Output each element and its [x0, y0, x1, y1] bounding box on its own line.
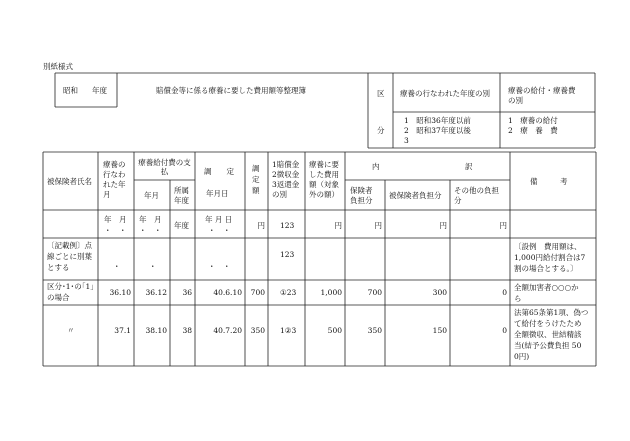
row-other: 0: [502, 326, 507, 335]
col-other-share-2: 分: [454, 196, 462, 205]
col-person-share: 被保険者負担分: [389, 191, 442, 200]
treatment-year-header: 療養の行なわれた年度の別: [400, 89, 490, 98]
unit-yen: 円: [257, 221, 265, 230]
col-kind-4: の別: [272, 190, 287, 199]
benefit-type-header-2: の別: [508, 96, 523, 105]
row-belong: 36: [182, 288, 192, 297]
row-remark: て給付をうけたため: [514, 319, 582, 328]
row-kind: 1②3: [280, 326, 297, 335]
row-name: 〔記載例〕点: [47, 241, 92, 250]
row-treat-month: 37.1: [114, 326, 131, 335]
col-adjust-date: 年月日: [206, 189, 229, 198]
unit-ymd: 年 月 日: [205, 215, 233, 224]
era-label: 昭和: [63, 86, 78, 95]
col-treatment-month-3: れた年: [103, 180, 126, 189]
col-breakdown-yaku: 訳: [465, 162, 473, 171]
col-adjust-amount-3: 額: [252, 186, 260, 195]
row-paid-month: ・: [149, 262, 157, 271]
row-belong: 38: [182, 326, 192, 335]
row-amount: 350: [250, 326, 265, 335]
col-treatment-month-1: 療養の: [103, 160, 126, 169]
col-adjust-amount-2: 定: [252, 175, 260, 184]
col-cost-3: 額（対象: [309, 180, 339, 189]
row-date: ・ ・: [208, 262, 231, 271]
row-name: とする: [47, 263, 70, 272]
row-insurer: 700: [367, 288, 382, 297]
col-paid-month: 年月: [144, 191, 159, 200]
year-suffix: 年度: [92, 86, 107, 95]
row-name: 線ごとに別葉: [47, 252, 92, 261]
benefit-option: 2 療 養 費: [508, 126, 558, 135]
col-remarks: 備 考: [530, 177, 568, 186]
ku-label: 区: [377, 89, 385, 98]
unit-yen: 円: [499, 221, 507, 230]
col-benefit-paid: 療養給付費の支払: [138, 158, 191, 176]
unit-nendo: 年度: [174, 221, 189, 230]
col-kind-2: 2徴収金: [272, 170, 300, 179]
unit-dots: ・ ・: [139, 226, 162, 235]
row-remark: ら: [514, 294, 522, 303]
col-belong-year-2: 年度: [174, 196, 189, 205]
row-insurer: 350: [367, 326, 382, 335]
row-remark: 割の場合とする。〕: [514, 264, 578, 273]
row-name: 〃: [67, 326, 75, 335]
year-option: 3: [404, 136, 409, 145]
col-kind-3: 3返還金: [272, 180, 300, 189]
col-cost-4: 外の額）: [309, 190, 339, 199]
row-other: 0: [502, 288, 507, 297]
col-insurer-share-2: 負担分: [350, 196, 373, 205]
row-remark: 法第65条第1項、偽つ: [514, 308, 589, 317]
row-date: 40.7.20: [213, 326, 242, 335]
col-belong-year-1: 所属: [174, 186, 189, 195]
row-paid-month: 36.12: [145, 288, 167, 297]
benefit-type-header-1: 療養の給付・療養費: [508, 86, 576, 95]
unit-yen: 円: [334, 221, 342, 230]
row-remark: 〔設例 費用額は、: [514, 242, 582, 251]
unit-kind-code: 123: [280, 221, 295, 230]
unit-yen: 円: [374, 221, 382, 230]
row-amount: 700: [250, 288, 265, 297]
col-kind-1: 1賠償金: [272, 160, 300, 169]
year-option: 1 昭和36年度以前: [404, 116, 471, 125]
unit-year-month: 年 月: [139, 215, 162, 224]
row-remark: 1,000円給付割合は7: [514, 253, 586, 262]
row-cost: 500: [327, 326, 342, 335]
bun-label: 分: [377, 126, 385, 135]
row-date: 40.6.10: [213, 288, 242, 297]
form-label: 別紙様式: [43, 62, 73, 71]
row-name: 区分･1･の｢1｣: [47, 282, 95, 291]
unit-year-month: 年 月: [104, 215, 127, 224]
col-breakdown-uchi: 内: [372, 162, 380, 171]
row-paid-month: 38.10: [145, 326, 167, 335]
unit-dots: ・ ・: [104, 226, 127, 235]
row-remark: 0円): [514, 352, 530, 361]
row-person: 150: [432, 326, 447, 335]
row-person: 300: [432, 288, 447, 297]
row-treat-month: 36.10: [109, 288, 131, 297]
col-insurer-share-1: 保険者: [350, 186, 373, 195]
col-insured-name: 被保険者氏名: [47, 177, 92, 186]
row-cost: 1,000: [320, 288, 342, 297]
col-cost-1: 療養に要: [309, 160, 339, 169]
row-treat-month: ・: [113, 262, 121, 271]
benefit-option: 1 療養の給付: [508, 116, 558, 125]
page-title: 賠償金等に係る療養に要した費用額等整理簿: [156, 86, 306, 95]
col-adjust: 調 定: [204, 167, 234, 176]
col-treatment-month-4: 月: [103, 190, 111, 199]
row-remark: 全額徴収、世結精該: [514, 330, 582, 339]
row-remark: 当(結予公費負担 50: [514, 341, 582, 350]
col-cost-2: した費用: [309, 170, 339, 179]
unit-yen: 円: [439, 221, 447, 230]
row-kind: ①23: [280, 288, 297, 297]
row-name: の場合: [47, 293, 70, 302]
row-remark: 全額加害者○○○か: [514, 283, 579, 292]
col-treatment-month-2: 行なわ: [103, 170, 126, 179]
col-adjust-amount-1: 調: [252, 164, 260, 173]
year-option: 2 昭和37年度以後: [404, 126, 471, 135]
row-kind: 123: [280, 250, 295, 259]
unit-ymd-dots: ・ ・: [208, 226, 231, 235]
col-other-share-1: その他の負担: [454, 186, 499, 195]
